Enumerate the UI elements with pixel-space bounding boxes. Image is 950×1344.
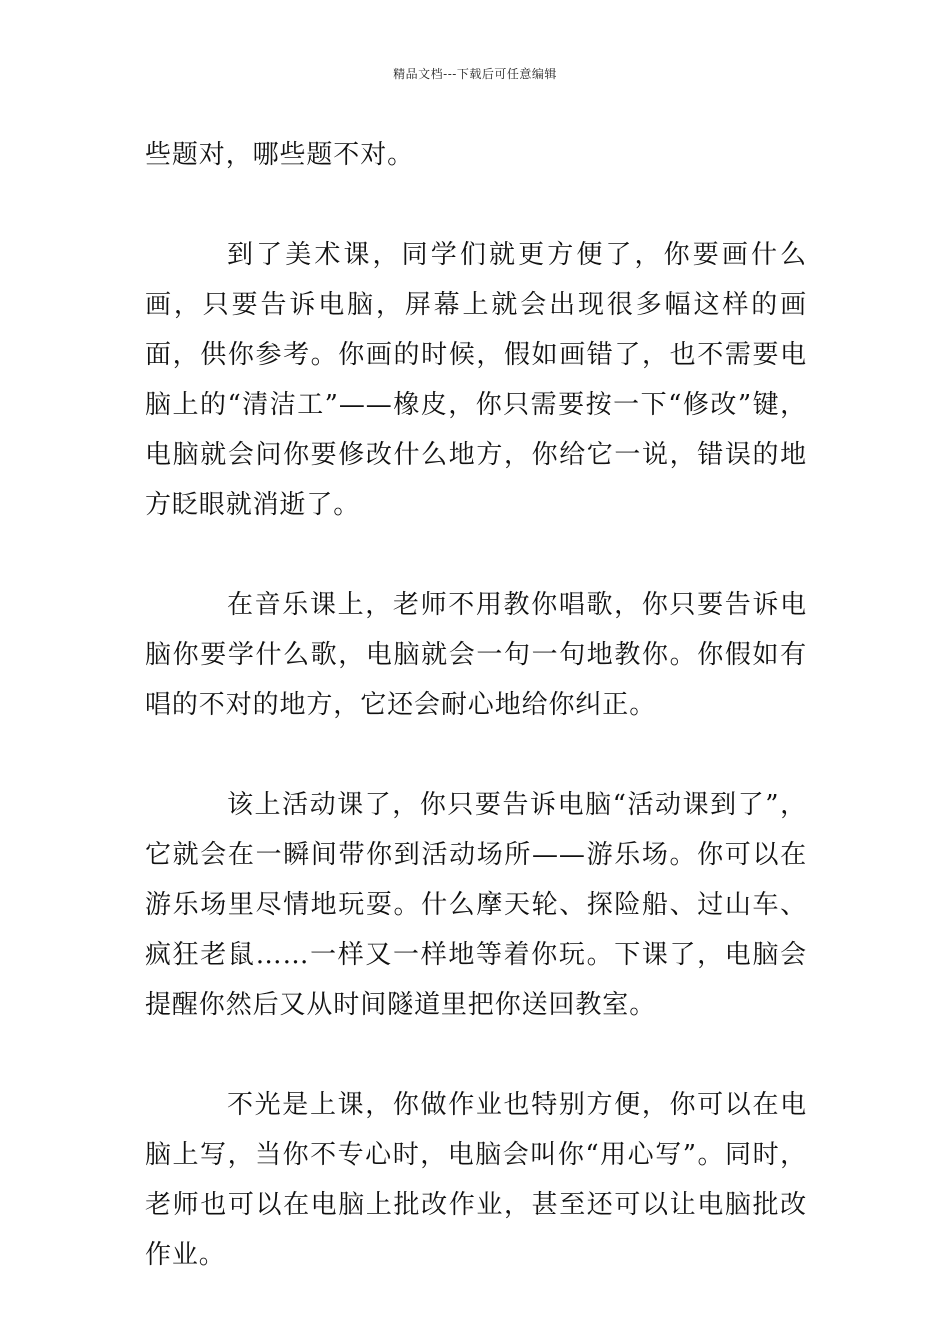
paragraph-spacer [145, 180, 807, 230]
paragraph-spacer [145, 1030, 807, 1080]
paragraph-activity-class: 该上活动课了，你只要告诉电脑“活动课到了”，它就会在一瞬间带你到活动场所——游乐场。你可以在游乐场里尽情地玩耍。什么摩天轮、探险船、过山车、疯狂老鼠……一样又一样地等着你玩。下课了，电脑会提醒你然后又从时间隧道里把你送回教室。 [145, 790, 807, 1020]
paragraph-spacer [145, 530, 807, 580]
paragraph-spacer [145, 730, 807, 780]
paragraph-continuation: 些题对，哪些题不对。 [145, 140, 415, 170]
paragraph-music-class: 在音乐课上，老师不用教你唱歌，你只要告诉电脑你要学什么歌，电脑就会一句一句地教你。你假如有唱的不对的地方，它还会耐心地给你纠正。 [145, 590, 807, 720]
paragraph-homework: 不光是上课，你做作业也特别方便，你可以在电脑上写，当你不专心时，电脑会叫你“用心写”。同时，老师也可以在电脑上批改作业，甚至还可以让电脑批改作业。 [145, 1090, 807, 1270]
page-header: 精品文档---下载后可任意编辑 [393, 67, 557, 81]
paragraph-art-class: 到了美术课，同学们就更方便了，你要画什么画，只要告诉电脑，屏幕上就会出现很多幅这样的画面，供你参考。你画的时候，假如画错了，也不需要电脑上的“清洁工”——橡皮，你只需要按一下“修改”键，电脑就会问你要修改什么地方，你给它一说，错误的地方眨眼就消逝了。 [145, 240, 807, 520]
document-body [145, 130, 807, 1280]
